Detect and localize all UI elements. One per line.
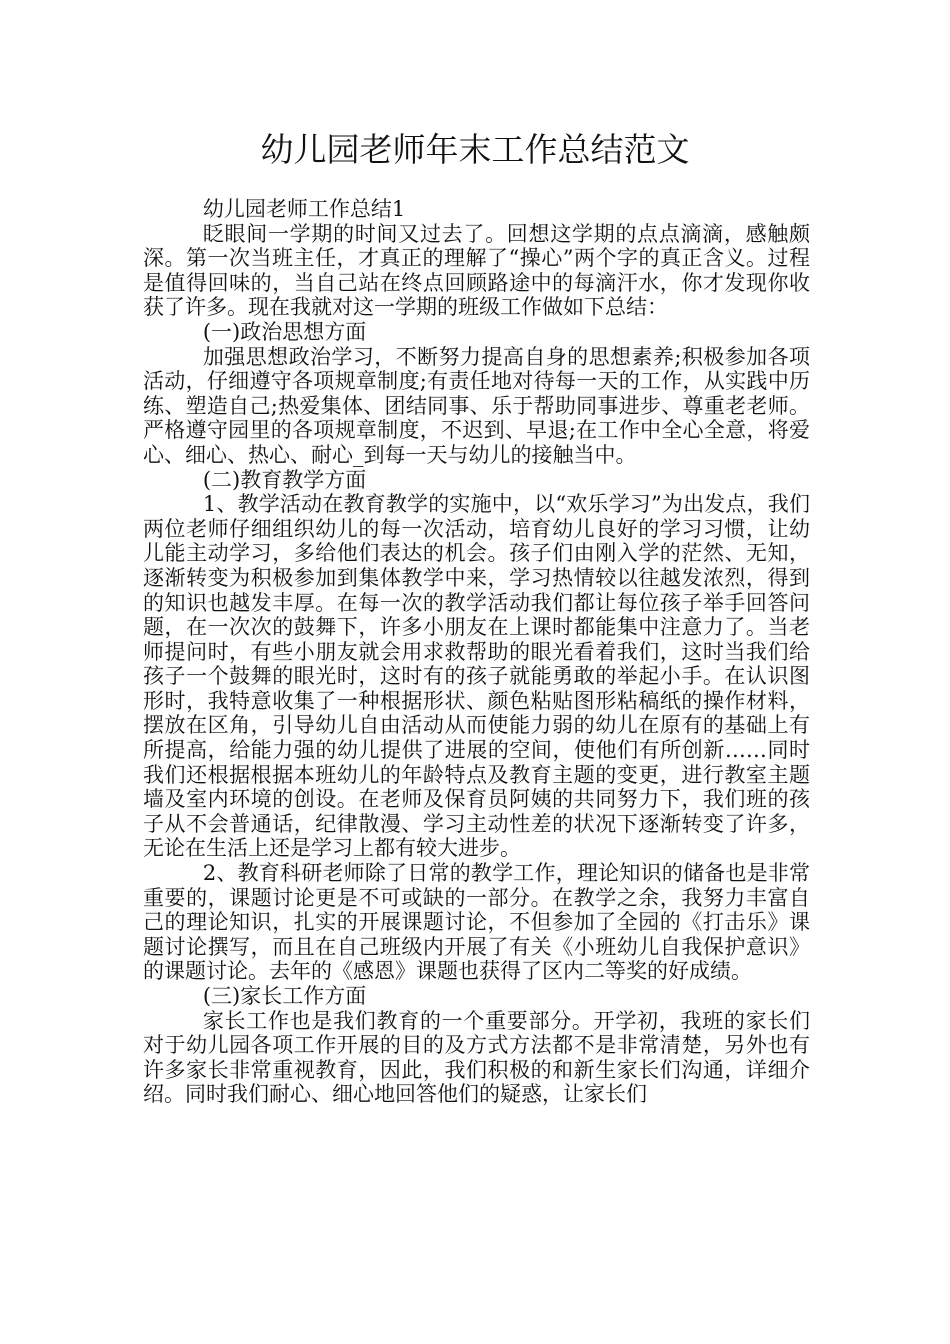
paragraph-political: 加强思想政治学习，不断努力提高自身的思想素养;积极参加各项活动，仔细遵守各项规章制度;有责任地对待每一天的工作，从实践中历练、塑造自己;热爱集体、团结同事、乐于帮助同事进步、尊重老老师。严格遵守园里的各项规章制度，不迟到、早退;在工作中全心全意，将爱心、细心、热心、耐心_到每一天与幼儿的接触当中。 xyxy=(143,344,810,467)
section-heading-summary-1: 幼儿园老师工作总结1 xyxy=(202,197,406,221)
paragraph-parents: 家长工作也是我们教育的一个重要部分。开学初，我班的家长们对于幼儿园各项工作开展的目的及方式方法都不是非常清楚，另外也有许多家长非常重视教育，因此，我们积极的和新生家长们沟通，详细介绍。同时我们耐心、细心地回答他们的疑惑，让家长们 xyxy=(143,1008,810,1107)
paragraph-intro: 眨眼间一学期的时间又过去了。回想这学期的点点滴滴，感触颇深。第一次当班主任，才真正的理解了“操心”两个字的真正含义。过程是值得回味的，当自己站在终点回顾路途中的每滴汗水，你才发现你收获了许多。现在我就对这一学期的班级工作做如下总结： xyxy=(143,221,810,320)
section-heading-teaching: (二)教育教学方面 xyxy=(202,467,367,492)
document-title: 幼儿园老师年末工作总结范文 xyxy=(260,130,690,169)
section-heading-political: (一)政治思想方面 xyxy=(202,319,367,344)
paragraph-research: 2、教育科研老师除了日常的教学工作，理论知识的储备也是非常重要的，课题讨论更是不可或缺的一部分。在教学之余，我努力丰富自己的理论知识，扎实的开展课题讨论，不但参加了全园的《打击乐》课题讨论撰写，而且在自己班级内开展了有关《小班幼儿自我保护意识》的课题讨论。去年的《感恩》课题也获得了区内二等奖的好成绩。 xyxy=(143,861,810,984)
paragraph-teaching-activities: 1、教学活动在教育教学的实施中，以“欢乐学习”为出发点，我们两位老师仔细组织幼儿的每一次活动，培育幼儿良好的学习习惯，让幼儿能主动学习，多给他们表达的机会。孩子们由刚入学的茫然、无知，逐渐转变为积极参加到集体教学中来，学习热情较以往越发浓烈，得到的知识也越发丰厚。在每一次的教学活动我们都让每位孩子举手回答问题，在一次次的鼓舞下，许多小朋友在上课时都能集中注意力了。当老师提问时，有些小朋友就会用求救帮助的眼光看着我们，这时当我们给孩子一个鼓舞的眼光时，这时有的孩子就能勇敢的举起小手。在认识图形时，我特意收集了一种根据形状、颜色粘贴图形粘稿纸的操作材料，摆放在区角，引导幼儿自由活动从而使能力弱的幼儿在原有的基础上有所提高，给能力强的幼儿提供了进展的空间，使他们有所创新……同时我们还根据根据本班幼儿的年龄特点及教育主题的变更，进行教室主题墙及室内环境的创设。在老师及保育员阿姨的共同努力下，我们班的孩子从不会普通话，纪律散漫、学习主动性差的状况下逐渐转变了许多，无论在生活上还是学习上都有较大进步。 xyxy=(143,492,810,861)
document-body xyxy=(143,197,810,1107)
section-heading-parents: (三)家长工作方面 xyxy=(202,984,367,1008)
